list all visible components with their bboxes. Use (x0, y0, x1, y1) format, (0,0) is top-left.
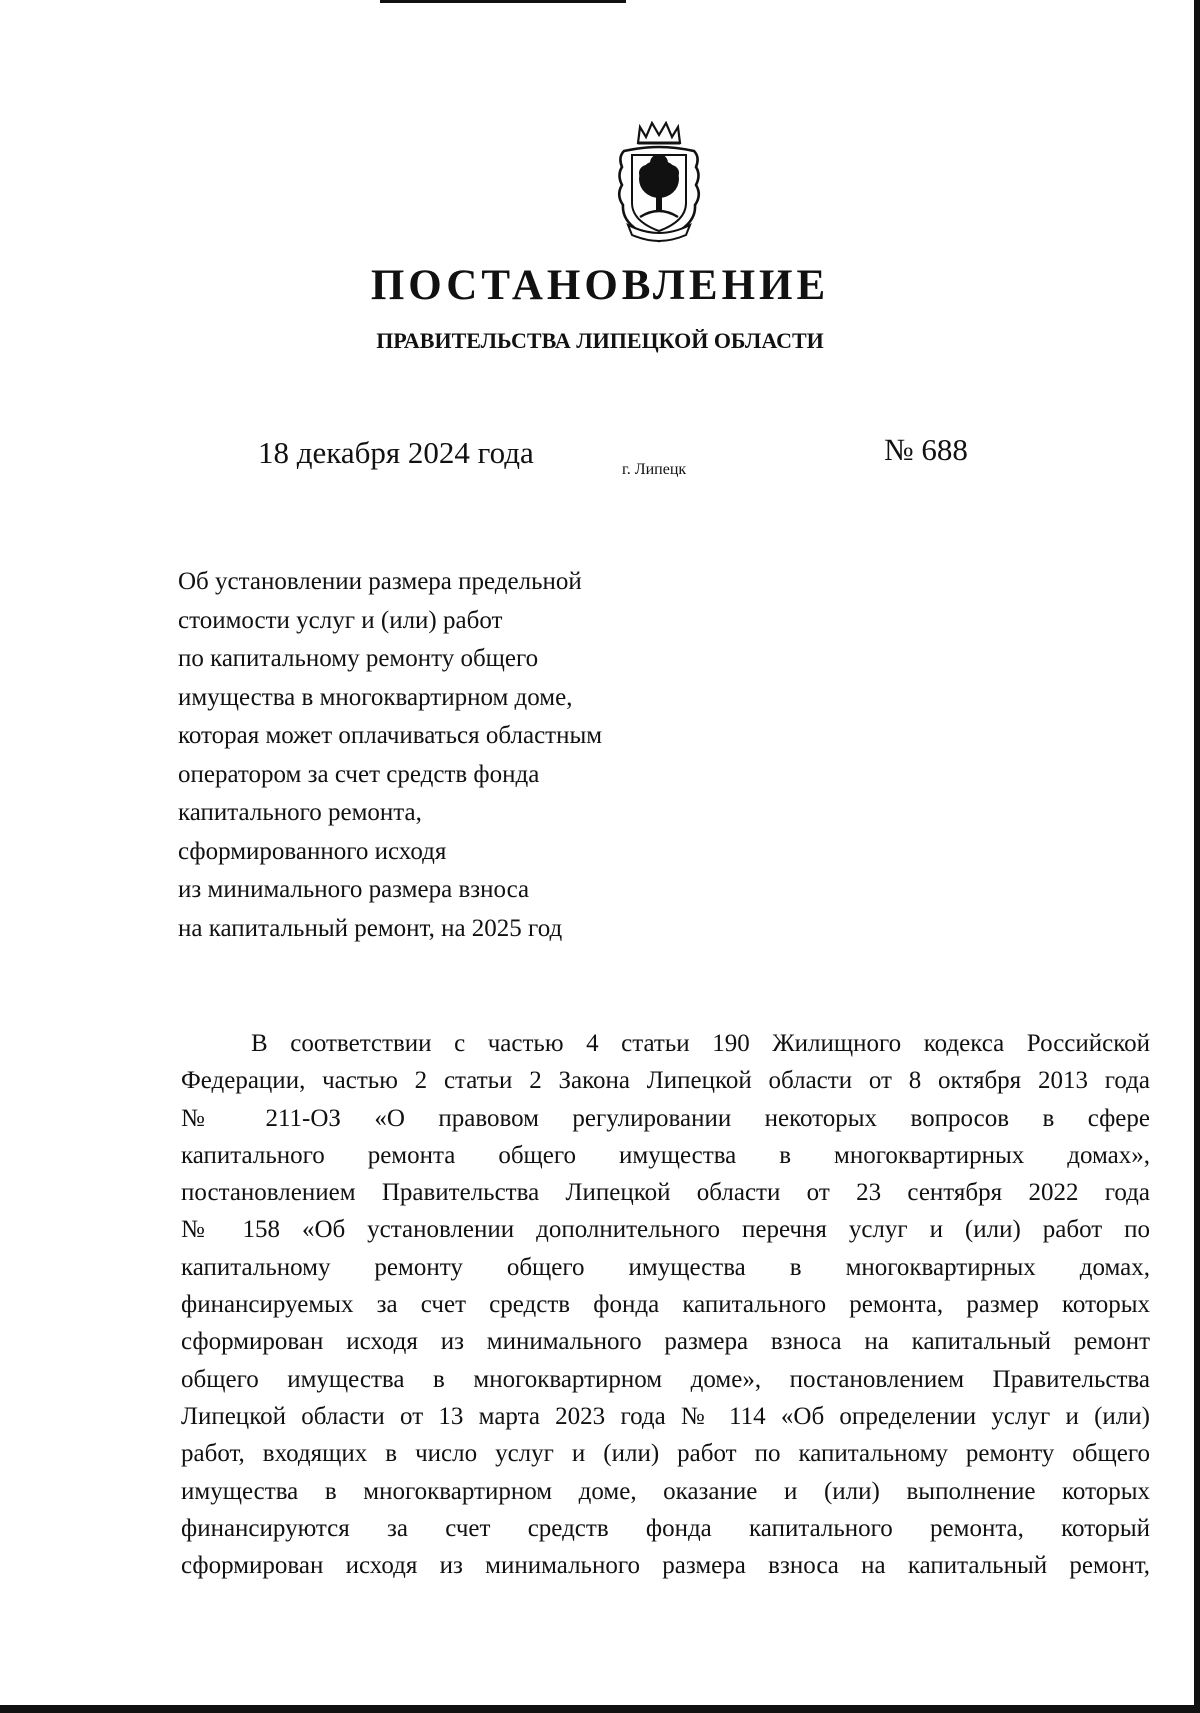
subject-line: сформированного исходя (178, 837, 447, 865)
subject-line: стоимости услуг и (или) работ (178, 606, 503, 634)
body-line: общего имущества в многоквартирном доме», постановлением Правительства (181, 1365, 1150, 1393)
scan-right-edge (1194, 0, 1200, 1713)
scan-bottom-edge (0, 1705, 1200, 1713)
subject-line: на капитальный ремонт, на 2025 год (178, 914, 563, 942)
document-title: ПОСТАНОВЛЕНИЕ (370, 262, 830, 309)
subject-line: которая может оплачиваться областным (178, 722, 603, 749)
subject-line: капитального ремонта, (178, 799, 422, 826)
subject-line: из минимального размера взноса (178, 876, 530, 903)
document-date: 18 декабря 2024 года (258, 435, 534, 470)
document-number: № 688 (884, 432, 968, 467)
body-line: Липецкой области от 13 марта 2023 года № 114 «Об определении услуг и (или) (181, 1402, 1150, 1430)
body-paragraph (181, 1025, 1150, 1584)
body-line: капитального ремонта общего имущества в многоквартирных домах», (181, 1141, 1150, 1169)
coat-of-arms-icon (614, 121, 704, 245)
body-line: сформирован исходя из минимального размера взноса на капитальный ремонт (181, 1328, 1150, 1356)
body-line: сформирован исходя из минимального размера взноса на капитальный ремонт, (181, 1552, 1150, 1580)
body-line: имущества в многоквартирном доме, оказание и (или) выполнение которых (181, 1477, 1150, 1505)
body-line: Федерации, частью 2 статьи 2 Закона Липецкой области от 8 октября 2013 года (181, 1067, 1150, 1095)
body-line: № 158 «Об установлении дополнительного перечня услуг и (или) работ по (181, 1216, 1150, 1244)
body-line: № 211-ОЗ «О правовом регулировании некоторых вопросов в сфере (181, 1104, 1150, 1132)
body-line: финансируемых за счет средств фонда капитального ремонта, размер которых (181, 1291, 1150, 1319)
issuing-authority: ПРАВИТЕЛЬСТВА ЛИПЕЦКОЙ ОБЛАСТИ (376, 328, 824, 353)
body-line: работ, входящих в число услуг и (или) работ по капитальному ремонту общего (181, 1440, 1150, 1468)
body-line: постановлением Правительства Липецкой области от 23 сентября 2022 года (181, 1179, 1150, 1207)
subject-line: по капитальному ремонту общего (178, 645, 539, 672)
body-line: капитальному ремонту общего имущества в многоквартирных домах, (181, 1253, 1150, 1281)
subject-line: имущества в многоквартирном доме, (178, 683, 573, 711)
scan-top-edge (380, 0, 626, 3)
body-line: В соответствии с частью 4 статьи 190 Жилищного кодекса Российской (251, 1030, 1150, 1057)
body-line: финансируются за счет средств фонда капитального ремонта, который (181, 1514, 1150, 1542)
subject-line: Об установлении размера предельной (178, 568, 582, 595)
document-subject (178, 563, 698, 948)
subject-line: оператором за счет средств фонда (178, 760, 540, 788)
document-city: г. Липецк (622, 461, 687, 478)
